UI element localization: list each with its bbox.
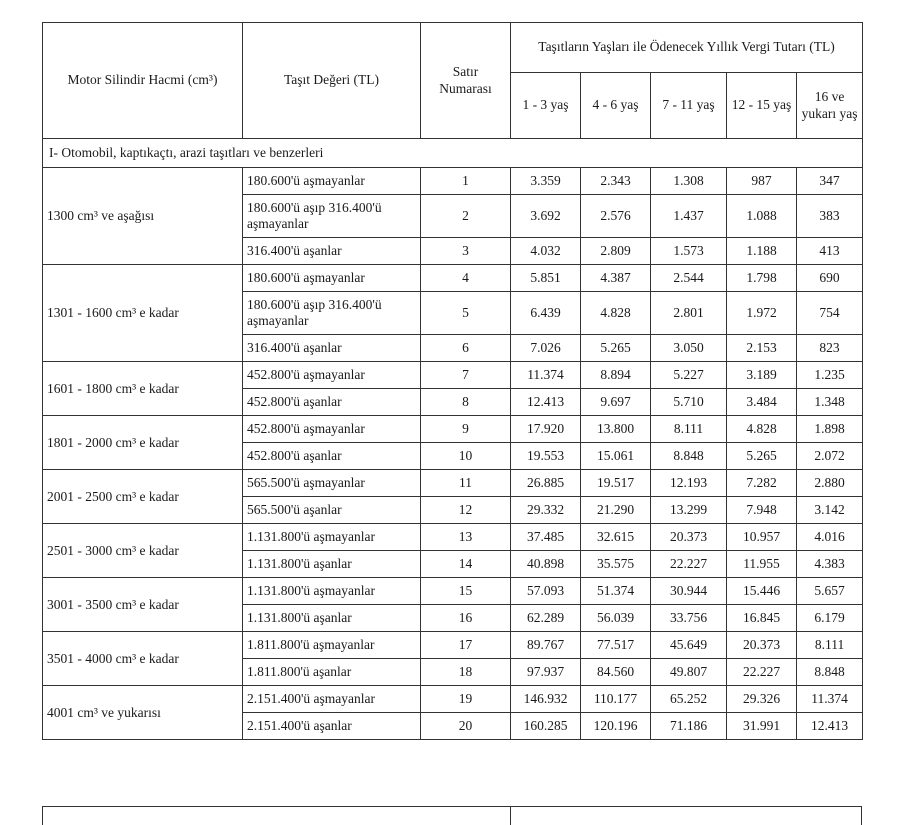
tax-amount-cell: 19.517 [581,470,651,497]
engine-volume-cell: 4001 cm³ ve yukarısı [43,686,243,740]
tax-amount-cell: 823 [797,335,863,362]
tax-amount-cell: 1.188 [727,238,797,265]
tax-table-page [42,22,862,740]
vehicle-value-cell: 1.131.800'ü aşanlar [243,551,421,578]
tax-amount-cell: 8.111 [797,632,863,659]
tax-amount-cell: 146.932 [511,686,581,713]
tax-amount-cell: 11.955 [727,551,797,578]
tax-amount-cell: 1.972 [727,292,797,335]
row-number-cell: 7 [421,362,511,389]
tax-amount-cell: 84.560 [581,659,651,686]
tax-amount-cell: 1.437 [651,195,727,238]
engine-volume-cell: 1801 - 2000 cm³ e kadar [43,416,243,470]
tax-amount-cell: 7.026 [511,335,581,362]
tax-amount-cell: 3.142 [797,497,863,524]
vehicle-value-cell: 2.151.400'ü aşanlar [243,713,421,740]
row-number-cell: 13 [421,524,511,551]
tax-amount-cell: 4.387 [581,265,651,292]
tax-amount-cell: 62.289 [511,605,581,632]
vehicle-value-cell: 452.800'ü aşmayanlar [243,362,421,389]
tax-amount-cell: 11.374 [511,362,581,389]
tax-amount-cell: 97.937 [511,659,581,686]
tax-amount-cell: 8.848 [797,659,863,686]
row-number-cell: 12 [421,497,511,524]
tax-amount-cell: 49.807 [651,659,727,686]
row-number-cell: 15 [421,578,511,605]
tax-amount-cell: 2.809 [581,238,651,265]
tax-amount-cell: 1.798 [727,265,797,292]
tax-amount-cell: 5.657 [797,578,863,605]
tax-amount-cell: 32.615 [581,524,651,551]
table-row [43,416,863,443]
tax-amount-cell: 56.039 [581,605,651,632]
tax-amount-cell: 6.439 [511,292,581,335]
vehicle-value-cell: 1.131.800'ü aşmayanlar [243,578,421,605]
vehicle-value-cell: 1.131.800'ü aşanlar [243,605,421,632]
table-row [43,168,863,195]
vehicle-value-cell: 1.811.800'ü aşanlar [243,659,421,686]
row-number-cell: 3 [421,238,511,265]
tax-amount-cell: 77.517 [581,632,651,659]
table-row [43,686,863,713]
engine-volume-cell: 3501 - 4000 cm³ e kadar [43,632,243,686]
engine-volume-cell: 3001 - 3500 cm³ e kadar [43,578,243,632]
vehicle-value-cell: 452.800'ü aşmayanlar [243,416,421,443]
engine-volume-cell: 1300 cm³ ve aşağısı [43,168,243,265]
vehicle-value-cell: 180.600'ü aşıp 316.400'ü aşmayanlar [243,195,421,238]
tax-amount-cell: 5.710 [651,389,727,416]
tax-amount-cell: 3.692 [511,195,581,238]
row-number-cell: 20 [421,713,511,740]
row-number-cell: 16 [421,605,511,632]
vehicle-value-cell: 452.800'ü aşanlar [243,389,421,416]
tax-amount-cell: 2.801 [651,292,727,335]
tax-amount-cell: 45.649 [651,632,727,659]
tax-amount-cell: 8.111 [651,416,727,443]
tax-amount-cell: 7.282 [727,470,797,497]
cut-off-next-row [42,806,862,825]
tax-amount-cell: 5.851 [511,265,581,292]
tax-amount-cell: 3.359 [511,168,581,195]
tax-amount-cell: 4.383 [797,551,863,578]
vehicle-value-cell: 2.151.400'ü aşmayanlar [243,686,421,713]
vehicle-value-cell: 1.131.800'ü aşmayanlar [243,524,421,551]
tax-amount-cell: 22.227 [727,659,797,686]
tax-amount-cell: 2.576 [581,195,651,238]
tax-amount-cell: 120.196 [581,713,651,740]
tax-amount-cell: 26.885 [511,470,581,497]
vehicle-value-cell: 316.400'ü aşanlar [243,335,421,362]
tax-amount-cell: 2.880 [797,470,863,497]
tax-amount-cell: 15.446 [727,578,797,605]
row-number-cell: 11 [421,470,511,497]
vehicle-tax-table [42,22,863,740]
tax-amount-cell: 5.227 [651,362,727,389]
table-row [43,632,863,659]
tax-amount-cell: 1.235 [797,362,863,389]
tax-amount-cell: 10.957 [727,524,797,551]
tax-amount-cell: 17.920 [511,416,581,443]
tax-amount-cell: 65.252 [651,686,727,713]
tax-amount-cell: 40.898 [511,551,581,578]
engine-volume-cell: 2501 - 3000 cm³ e kadar [43,524,243,578]
tax-amount-cell: 2.544 [651,265,727,292]
engine-volume-cell: 2001 - 2500 cm³ e kadar [43,470,243,524]
tax-amount-cell: 3.050 [651,335,727,362]
row-number-cell: 6 [421,335,511,362]
tax-amount-cell: 4.828 [581,292,651,335]
tax-amount-cell: 29.326 [727,686,797,713]
row-number-cell: 17 [421,632,511,659]
tax-amount-cell: 37.485 [511,524,581,551]
table-row [43,265,863,292]
tax-amount-cell: 1.348 [797,389,863,416]
table-bottom-edge [42,806,862,807]
tax-amount-cell: 160.285 [511,713,581,740]
row-number-cell: 5 [421,292,511,335]
age-header: 7 - 11 yaş [651,73,727,139]
row-number-cell: 4 [421,265,511,292]
tax-amount-cell: 22.227 [651,551,727,578]
tax-amount-cell: 6.179 [797,605,863,632]
tax-amount-cell: 8.894 [581,362,651,389]
tax-amount-cell: 1.573 [651,238,727,265]
tax-amount-cell: 347 [797,168,863,195]
section-title: I- Otomobil, kaptıkaçtı, arazi taşıtları ve benzerleri [43,139,863,168]
engine-volume-cell: 1601 - 1800 cm³ e kadar [43,362,243,416]
age-tax-group-header: Taşıtların Yaşları ile Ödenecek Yıllık Vergi Tutarı (TL) [511,23,863,73]
tax-amount-cell: 51.374 [581,578,651,605]
tax-amount-cell: 5.265 [581,335,651,362]
tax-amount-cell: 1.898 [797,416,863,443]
tax-amount-cell: 71.186 [651,713,727,740]
tax-amount-cell: 3.189 [727,362,797,389]
tax-amount-cell: 987 [727,168,797,195]
tax-amount-cell: 1.308 [651,168,727,195]
tax-amount-cell: 15.061 [581,443,651,470]
vehicle-value-cell: 316.400'ü aşanlar [243,238,421,265]
tax-amount-cell: 690 [797,265,863,292]
vehicle-value-cell: 1.811.800'ü aşmayanlar [243,632,421,659]
tax-amount-cell: 12.413 [797,713,863,740]
table-row [43,524,863,551]
row-number-cell: 19 [421,686,511,713]
row-number-cell: 10 [421,443,511,470]
tax-amount-cell: 19.553 [511,443,581,470]
age-header: 4 - 6 yaş [581,73,651,139]
tax-amount-cell: 4.828 [727,416,797,443]
table-row [43,470,863,497]
row-number-cell: 2 [421,195,511,238]
tax-amount-cell: 4.016 [797,524,863,551]
tax-amount-cell: 2.072 [797,443,863,470]
vehicle-value-cell: 180.600'ü aşıp 316.400'ü aşmayanlar [243,292,421,335]
age-header: 1 - 3 yaş [511,73,581,139]
vehicle-value-cell: 565.500'ü aşanlar [243,497,421,524]
age-header: 16 ve yukarı yaş [797,73,863,139]
vehicle-value-cell: 452.800'ü aşanlar [243,443,421,470]
tax-amount-cell: 12.413 [511,389,581,416]
tax-amount-cell: 89.767 [511,632,581,659]
tax-amount-cell: 57.093 [511,578,581,605]
tax-amount-cell: 29.332 [511,497,581,524]
tax-amount-cell: 30.944 [651,578,727,605]
tax-amount-cell: 5.265 [727,443,797,470]
age-header: 12 - 15 yaş [727,73,797,139]
tax-amount-cell: 110.177 [581,686,651,713]
tax-amount-cell: 754 [797,292,863,335]
tax-amount-cell: 2.153 [727,335,797,362]
tax-amount-cell: 8.848 [651,443,727,470]
tax-amount-cell: 383 [797,195,863,238]
tax-amount-cell: 9.697 [581,389,651,416]
row-number-cell: 14 [421,551,511,578]
row-number-cell: 9 [421,416,511,443]
tax-amount-cell: 33.756 [651,605,727,632]
row-number-cell: 1 [421,168,511,195]
tax-amount-cell: 3.484 [727,389,797,416]
tax-amount-cell: 13.800 [581,416,651,443]
tax-amount-cell: 2.343 [581,168,651,195]
table-row [43,362,863,389]
tax-amount-cell: 13.299 [651,497,727,524]
tax-amount-cell: 7.948 [727,497,797,524]
row-number-cell: 8 [421,389,511,416]
table-row [43,578,863,605]
engine-volume-header: Motor Silindir Hacmi (cm³) [43,23,243,139]
tax-amount-cell: 1.088 [727,195,797,238]
vehicle-value-cell: 565.500'ü aşmayanlar [243,470,421,497]
tax-amount-cell: 12.193 [651,470,727,497]
vehicle-value-cell: 180.600'ü aşmayanlar [243,168,421,195]
tax-amount-cell: 31.991 [727,713,797,740]
tax-amount-cell: 21.290 [581,497,651,524]
engine-volume-cell: 1301 - 1600 cm³ e kadar [43,265,243,362]
row-number-header: Satır Numarası [421,23,511,139]
row-number-cell: 18 [421,659,511,686]
tax-amount-cell: 413 [797,238,863,265]
vehicle-value-header: Taşıt Değeri (TL) [243,23,421,139]
tax-amount-cell: 11.374 [797,686,863,713]
tax-amount-cell: 20.373 [727,632,797,659]
vehicle-value-cell: 180.600'ü aşmayanlar [243,265,421,292]
tax-amount-cell: 16.845 [727,605,797,632]
tax-amount-cell: 4.032 [511,238,581,265]
tax-amount-cell: 35.575 [581,551,651,578]
tax-amount-cell: 20.373 [651,524,727,551]
